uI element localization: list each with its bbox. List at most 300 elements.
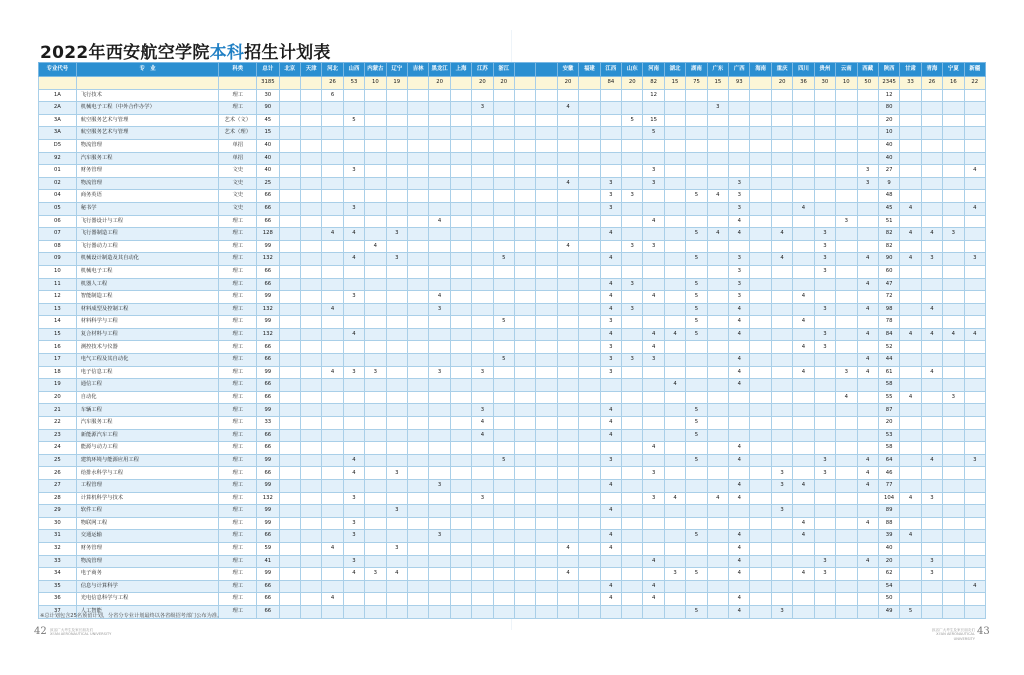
province-cell [300,77,321,90]
province-cell [622,379,643,392]
province-cell [536,328,557,341]
province-cell [407,316,428,329]
table-row [39,89,986,102]
province-cell [707,265,728,278]
province-cell [900,379,921,392]
province-cell [793,89,814,102]
column-header: 青海 [921,63,942,77]
province-cell [536,152,557,165]
province-cell [493,127,514,140]
province-cell [771,530,792,543]
province-cell [386,202,407,215]
province-cell [793,265,814,278]
province-cell [643,605,664,618]
table-row [39,429,986,442]
province-cell [771,429,792,442]
province-cell [729,429,750,442]
total-cell: 66 [257,215,279,228]
province-cell [386,593,407,606]
column-header: 贵州 [814,63,835,77]
province-cell [322,354,343,367]
table-row [39,442,986,455]
province-cell [536,177,557,190]
column-header: 天津 [300,63,321,77]
province-cell [472,568,493,581]
province-cell: 3 [600,454,621,467]
province-cell [664,278,685,291]
province-cell [493,593,514,606]
province-cell: 4 [793,568,814,581]
province-cell: 5 [686,228,707,241]
province-cell [793,467,814,480]
province-cell: 10 [878,127,899,140]
province-cell [793,555,814,568]
province-cell [386,341,407,354]
province-cell [429,580,450,593]
province-cell [707,391,728,404]
major-code-cell: 19 [39,379,77,392]
province-cell [707,202,728,215]
province-cell [407,366,428,379]
province-cell [279,278,300,291]
province-cell [921,429,942,442]
province-cell [750,77,771,90]
province-cell [407,379,428,392]
province-cell [622,480,643,493]
province-cell [686,265,707,278]
province-cell [322,442,343,455]
province-cell [450,505,471,518]
province-cell [407,517,428,530]
table-row [39,379,986,392]
province-cell [771,177,792,190]
province-cell [943,215,964,228]
province-cell [707,278,728,291]
major-name-cell: 物流管理 [76,177,219,190]
province-cell [750,240,771,253]
province-cell [386,442,407,455]
province-cell [750,139,771,152]
page-number-right: 43 [977,626,990,637]
province-cell [664,114,685,127]
province-cell: 5 [686,429,707,442]
province-cell [429,240,450,253]
province-cell [472,442,493,455]
total-cell: 66 [257,429,279,442]
province-cell [450,240,471,253]
province-cell [729,89,750,102]
table-row [39,139,986,152]
total-cell: 99 [257,568,279,581]
major-code-cell: 27 [39,480,77,493]
province-cell [343,580,364,593]
province-cell [429,555,450,568]
province-cell [493,517,514,530]
province-cell [793,429,814,442]
enrollment-plan-table [38,62,986,619]
table-row [39,177,986,190]
province-cell [450,593,471,606]
category-cell: 理工 [219,102,257,115]
province-cell [343,480,364,493]
province-cell: 4 [729,593,750,606]
province-cell [921,177,942,190]
province-cell [493,240,514,253]
province-cell [579,253,600,266]
major-name-cell: 物流管理 [76,139,219,152]
province-cell [964,215,985,228]
province-cell [322,177,343,190]
province-cell: 26 [322,77,343,90]
province-cell [964,555,985,568]
province-cell: 4 [793,480,814,493]
province-cell [600,265,621,278]
province-cell [300,190,321,203]
province-cell [557,89,578,102]
category-cell: 理工 [219,517,257,530]
province-cell [343,442,364,455]
province-cell [664,316,685,329]
province-cell [279,366,300,379]
province-cell [472,228,493,241]
province-cell [857,379,878,392]
province-cell [472,303,493,316]
province-cell [472,517,493,530]
province-cell: 4 [900,530,921,543]
category-cell: 理工 [219,379,257,392]
province-cell [536,291,557,304]
major-code-cell: 12 [39,291,77,304]
province-cell [279,165,300,178]
province-cell [686,480,707,493]
province-cell [579,530,600,543]
major-name-cell: 软件工程 [76,505,219,518]
province-cell [579,492,600,505]
province-cell [322,127,343,140]
province-cell [622,404,643,417]
province-cell [322,379,343,392]
total-cell: 128 [257,228,279,241]
province-cell [493,530,514,543]
province-cell [515,165,536,178]
province-cell [964,127,985,140]
province-cell [750,480,771,493]
province-cell [472,114,493,127]
column-header: 吉林 [407,63,428,77]
province-cell [536,417,557,430]
province-cell: 3 [343,555,364,568]
province-cell [472,265,493,278]
table-row [39,354,986,367]
table-row [39,152,986,165]
province-cell [300,328,321,341]
province-cell [579,593,600,606]
province-cell [793,139,814,152]
province-cell [365,580,386,593]
province-cell [921,291,942,304]
province-cell [836,517,857,530]
province-cell [664,127,685,140]
province-cell [279,605,300,618]
province-cell [300,454,321,467]
province-cell [943,102,964,115]
province-cell [300,605,321,618]
province-cell [557,152,578,165]
province-cell: 50 [878,593,899,606]
province-cell [793,404,814,417]
total-cell: 40 [257,139,279,152]
major-name-cell: 飞行器设计与工程 [76,215,219,228]
province-cell [493,568,514,581]
province-cell [557,605,578,618]
province-cell [836,404,857,417]
category-cell [219,77,257,90]
province-cell [300,492,321,505]
province-cell: 4 [600,542,621,555]
province-cell [300,316,321,329]
province-cell [322,417,343,430]
footer-left [50,628,111,637]
province-cell: 89 [878,505,899,518]
province-cell [622,328,643,341]
province-cell [943,139,964,152]
province-cell [472,253,493,266]
province-cell [943,605,964,618]
province-cell [557,165,578,178]
province-cell [450,467,471,480]
major-code-cell: 17 [39,354,77,367]
province-cell [771,517,792,530]
province-cell [365,265,386,278]
province-cell [707,404,728,417]
province-cell [814,127,835,140]
province-cell [515,505,536,518]
province-cell: 20 [878,555,899,568]
province-cell [707,152,728,165]
province-cell [964,542,985,555]
province-cell: 3 [814,253,835,266]
province-cell [536,190,557,203]
province-cell: 3 [729,202,750,215]
province-cell [579,555,600,568]
province-cell: 4 [365,240,386,253]
province-cell [707,442,728,455]
province-cell [664,442,685,455]
province-cell [664,354,685,367]
province-cell [493,265,514,278]
province-cell: 33 [900,77,921,90]
province-cell [707,505,728,518]
province-cell: 10 [365,77,386,90]
province-cell [793,417,814,430]
major-code-cell: 05 [39,202,77,215]
province-cell: 4 [643,580,664,593]
major-code-cell: 22 [39,417,77,430]
province-cell: 3 [964,454,985,467]
table-row [39,542,986,555]
province-cell [707,291,728,304]
province-cell [900,366,921,379]
province-cell: 5 [622,114,643,127]
province-cell: 4 [771,228,792,241]
province-cell: 4 [793,202,814,215]
province-cell [407,404,428,417]
province-cell [793,177,814,190]
province-cell [900,190,921,203]
province-cell [686,354,707,367]
province-cell [386,265,407,278]
province-cell [900,265,921,278]
province-cell [900,152,921,165]
province-cell: 4 [322,542,343,555]
major-name-cell: 电气工程及其自动化 [76,354,219,367]
province-cell: 4 [707,492,728,505]
province-cell [450,253,471,266]
province-cell: 4 [643,442,664,455]
province-cell [493,291,514,304]
province-cell [493,303,514,316]
province-cell [900,291,921,304]
province-cell [750,177,771,190]
province-cell: 4 [793,530,814,543]
category-cell: 理工 [219,442,257,455]
province-cell [515,202,536,215]
province-cell [300,467,321,480]
province-cell: 4 [900,253,921,266]
province-cell [857,492,878,505]
province-cell [407,278,428,291]
province-cell: 3 [643,177,664,190]
province-cell [386,152,407,165]
province-cell [515,102,536,115]
province-cell [450,152,471,165]
province-cell [515,291,536,304]
province-cell [300,480,321,493]
province-cell [407,442,428,455]
province-cell [472,127,493,140]
province-cell [493,152,514,165]
total-cell: 30 [257,89,279,102]
province-cell [472,190,493,203]
province-cell [664,291,685,304]
province-cell [664,530,685,543]
major-name-cell: 汽车服务工程 [76,152,219,165]
province-cell: 3 [921,555,942,568]
province-cell: 3 [343,202,364,215]
province-cell [322,467,343,480]
province-cell [322,215,343,228]
province-cell [515,480,536,493]
province-cell [300,253,321,266]
province-cell [472,278,493,291]
major-code-cell: 37 [39,605,77,618]
province-cell [279,127,300,140]
province-cell [964,278,985,291]
province-cell [857,530,878,543]
province-cell [622,291,643,304]
province-cell [343,278,364,291]
province-cell [579,127,600,140]
province-cell: 4 [707,228,728,241]
province-cell [964,442,985,455]
province-cell [943,240,964,253]
province-cell [707,593,728,606]
province-cell [750,505,771,518]
province-cell: 60 [878,265,899,278]
province-cell [600,215,621,228]
province-cell [472,480,493,493]
province-cell [707,127,728,140]
table-row [39,492,986,505]
province-cell [836,165,857,178]
province-cell [964,568,985,581]
province-cell [814,391,835,404]
province-cell: 20 [493,77,514,90]
province-cell: 4 [600,429,621,442]
table-row [39,215,986,228]
province-cell [515,354,536,367]
province-cell: 4 [729,215,750,228]
major-code-cell: 04 [39,190,77,203]
province-cell: 4 [643,341,664,354]
province-cell [536,391,557,404]
province-cell [857,89,878,102]
province-cell [279,341,300,354]
province-cell [343,391,364,404]
province-cell [322,265,343,278]
province-cell [450,102,471,115]
province-cell [450,480,471,493]
province-cell [365,404,386,417]
province-cell [536,102,557,115]
province-cell [407,253,428,266]
province-cell [750,278,771,291]
province-cell [707,354,728,367]
category-cell: 单招 [219,152,257,165]
province-cell: 3 [664,568,685,581]
province-cell [836,505,857,518]
province-cell [365,442,386,455]
major-name-cell: 工程管理 [76,480,219,493]
province-cell [600,89,621,102]
category-cell: 理工 [219,303,257,316]
province-cell [921,215,942,228]
province-cell: 3 [857,177,878,190]
province-cell: 4 [857,278,878,291]
province-cell: 4 [729,366,750,379]
province-cell [579,442,600,455]
province-cell [943,492,964,505]
province-cell [557,354,578,367]
province-cell [407,89,428,102]
province-cell [793,240,814,253]
province-cell [836,202,857,215]
major-code-cell: 32 [39,542,77,555]
province-cell [943,114,964,127]
province-cell [536,228,557,241]
province-cell [814,480,835,493]
province-cell: 4 [600,530,621,543]
province-cell [300,568,321,581]
column-header: 广西 [729,63,750,77]
province-cell [579,165,600,178]
province-cell [622,89,643,102]
province-cell [557,391,578,404]
province-cell: 5 [493,316,514,329]
province-cell [793,593,814,606]
province-cell [365,542,386,555]
major-code-cell: 09 [39,253,77,266]
